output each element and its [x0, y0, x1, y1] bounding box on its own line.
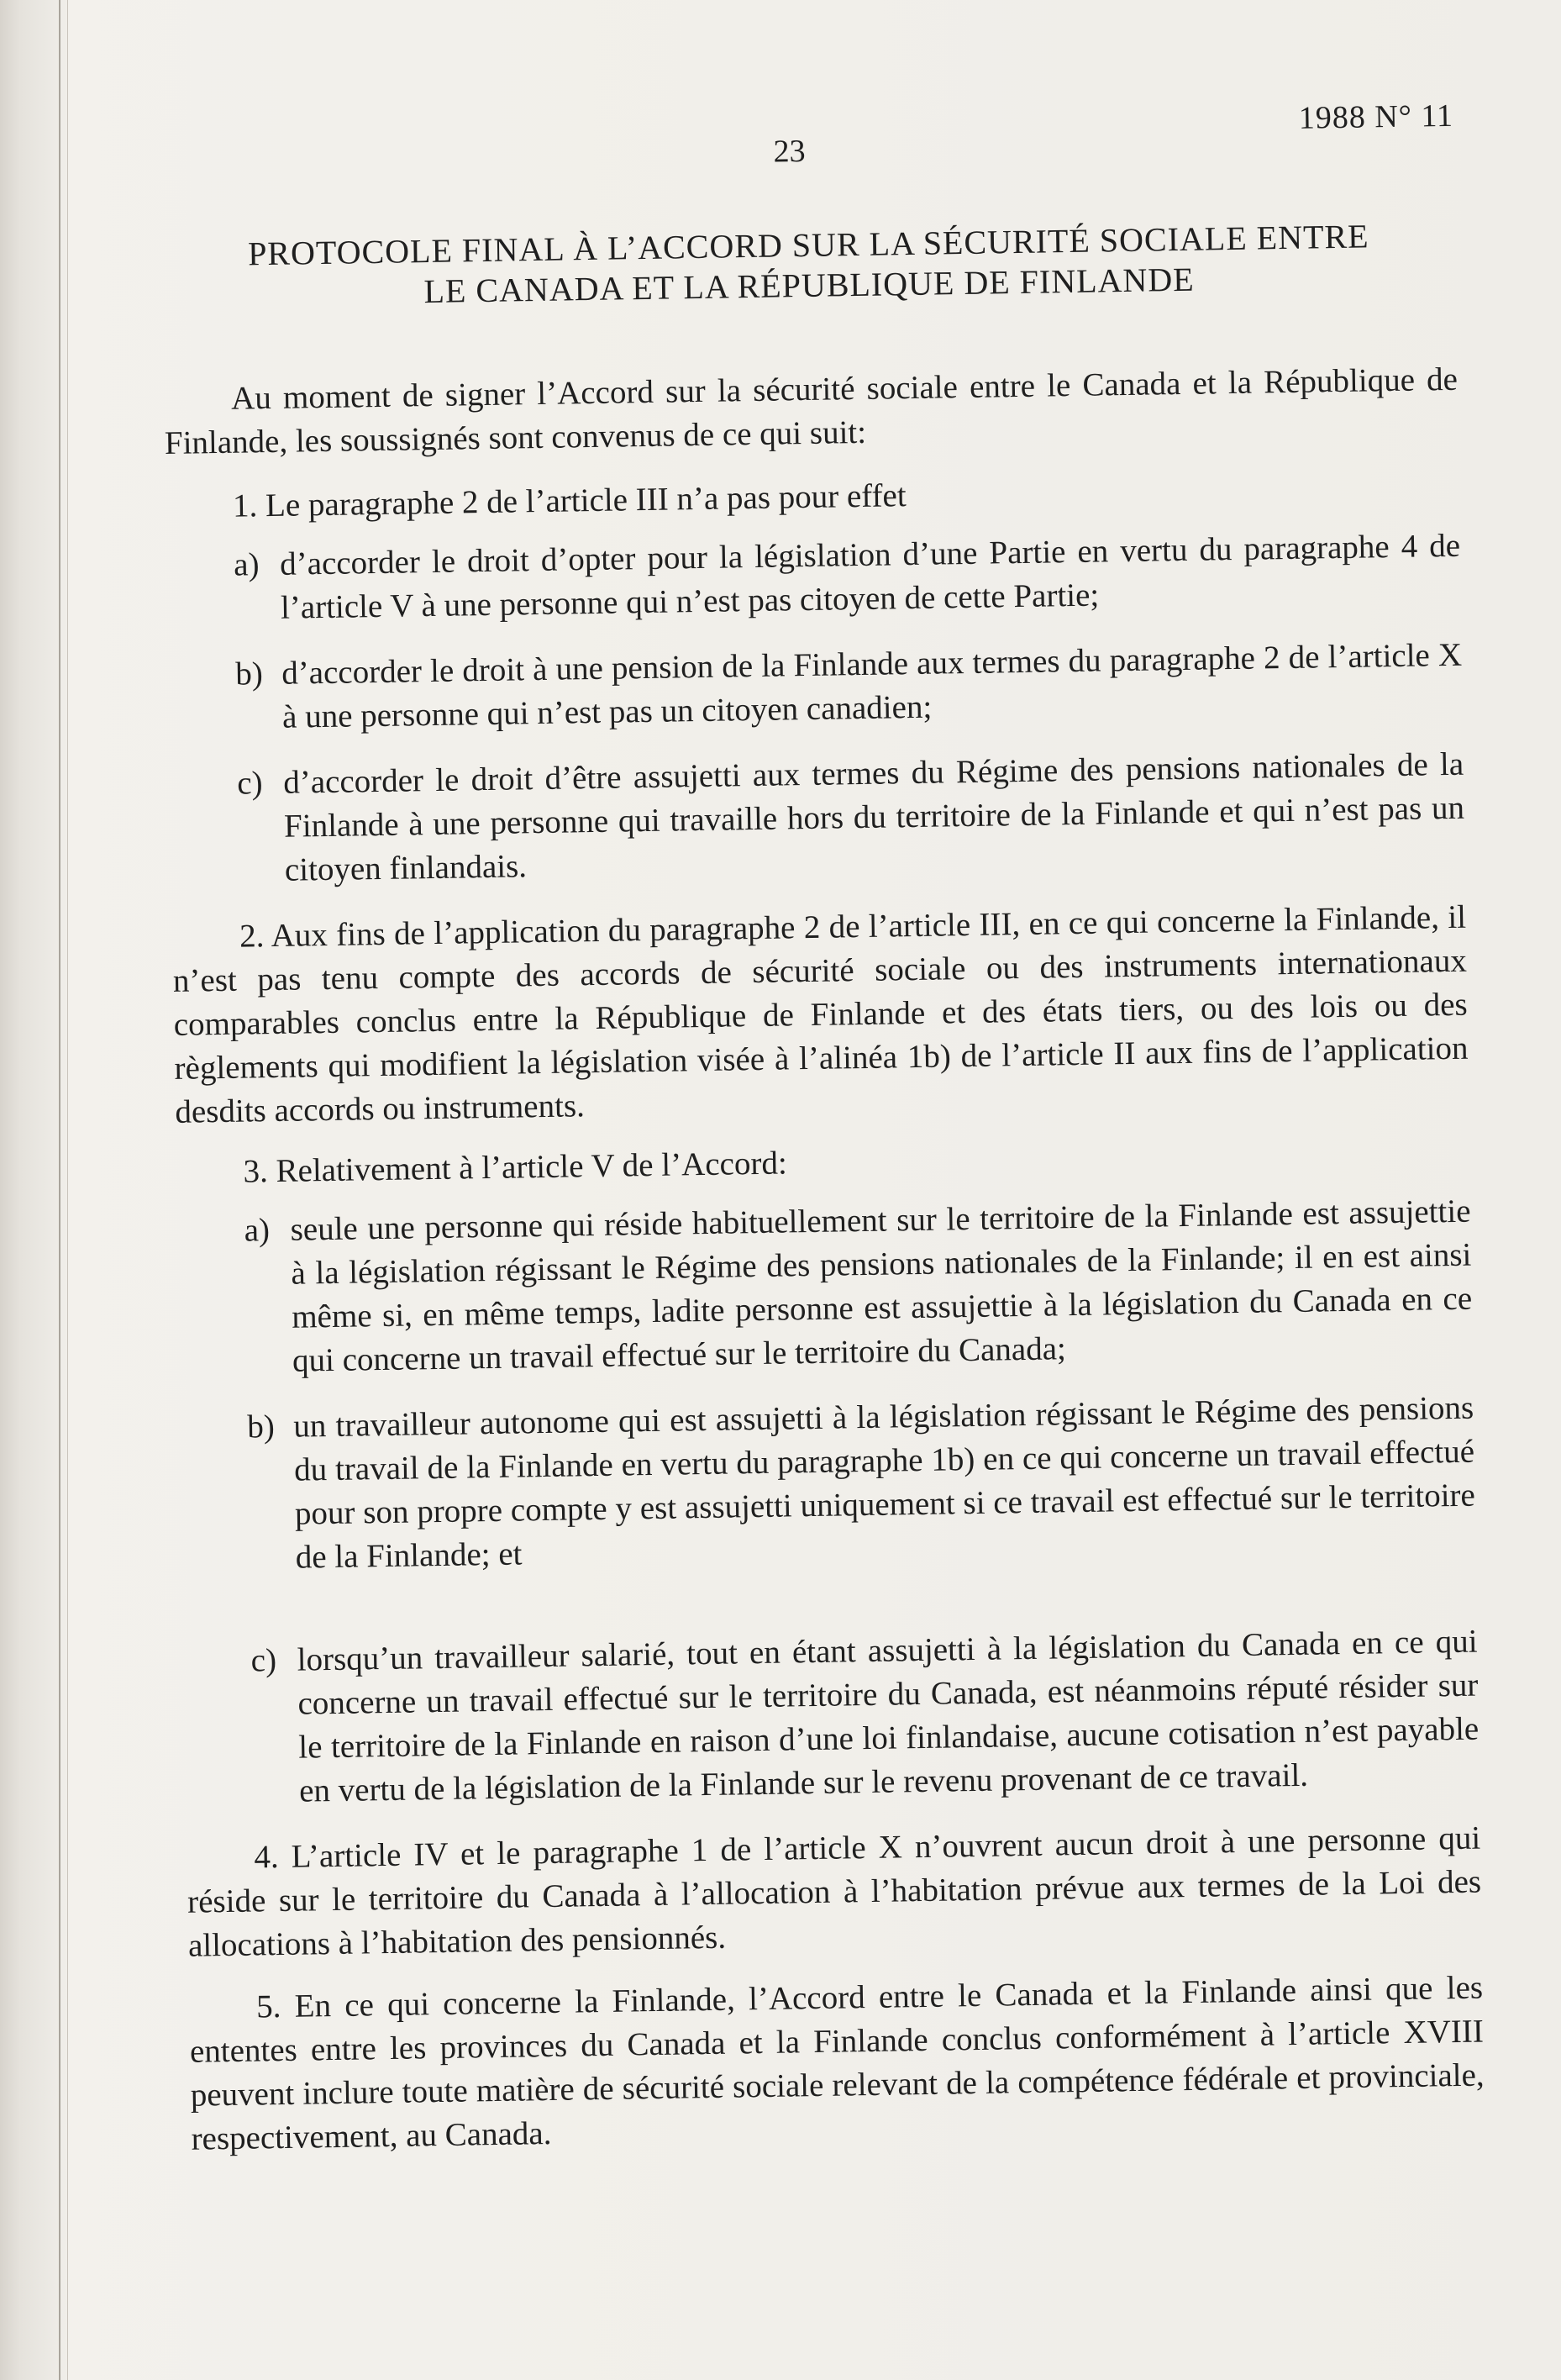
sub-label: a): [233, 546, 260, 583]
sub-text: un travailleur autonome qui est assujetti à la législation régissant le Régime des pensions du travail de la Finlande en vertu du paragraphe 1b) en ce qui concerne un travail effectué pour son propre compte y est assujetti uniquement si ce travail est effectué sur le territoire de la Finlande; et: [292, 1389, 1476, 1576]
sub-text: lorsqu’un travailleur salarié, tout en étant assujetti à la législation du Canada en ce qui concerne un travail effectué sur le territoire du Canada, est néanmoins réputé résider sur le territoire de la Finlande en raison d’une loi finlandaise, aucune cotisation n’est payable en vertu de la législation de la Finlande sur le revenu provenant de ce travail.: [297, 1623, 1480, 1809]
page-content: [160, 97, 1485, 2157]
document-title: [161, 215, 1456, 316]
sub-label: b): [246, 1409, 276, 1445]
item-1-sub-c: [237, 743, 1465, 893]
sub-text: d’accorder le droit d’être assujetti aux termes du Régime des pensions nationales de la Finlande à une personne qui travaille hors du territoire de la Finlande et qui n’est pas un citoyen finlandais.: [282, 745, 1465, 888]
item-1-sub-a: [234, 524, 1461, 631]
book-gutter: [0, 0, 67, 2380]
item-3-sub-b: [247, 1387, 1476, 1581]
item-4-paragraph: 4. L’article IV et le paragraphe 1 de l’article X n’ouvrent aucun droit à une personne qui réside sur le territoire du Canada à l’allocation à l’habitation prévue aux termes de la Loi des allocations à l’habitation des pensionnés.: [187, 1819, 1482, 1964]
gutter-edge-line-inner: [67, 0, 68, 2380]
item-1-sub-b: [235, 634, 1463, 740]
page-number: 23: [773, 133, 806, 170]
sub-label: c): [250, 1642, 277, 1679]
sub-text: d’accorder le droit d’opter pour la législation d’une Partie en vertu du paragraphe 4 de l’article V à une personne qui n’est pas citoyen de cette Partie;: [279, 527, 1461, 626]
sub-text: d’accorder le droit à une pension de la Finlande aux termes du paragraphe 2 de l’article X à une personne qui n’est pas un citoyen canadien;: [281, 636, 1463, 735]
item-3-sub-a: [244, 1190, 1473, 1384]
intro-paragraph: Au moment de signer l’Accord sur la sécurité sociale entre le Canada et la République de Finlande, les soussignés sont convenus de ce qui suit:: [164, 361, 1459, 461]
item-3-heading: 3. Relativement à l’article V de l’Accord:: [243, 1145, 788, 1190]
item-2-paragraph: 2. Aux fins de l’application du paragraphe 2 de l’article III, en ce qui concerne la Finlande, il n’est pas tenu compte des accords de sécurité sociale ou des instruments internationaux comparables conclus entre la République de Finlande et des états tiers, ou des lois ou des règlements qui modifient la législation visée à l’alinéa 1b) de l’article II aux fins de l’application desdits accords ou instruments.: [172, 898, 1469, 1130]
sub-label: b): [234, 656, 264, 692]
title-line-2: LE CANADA ET LA RÉPUBLIQUE DE FINLANDE: [423, 260, 1195, 311]
document-body: [164, 358, 1485, 2178]
sub-label: a): [244, 1212, 271, 1249]
page-header: [160, 97, 1454, 176]
gutter-edge-line: [59, 0, 60, 2380]
sub-label: c): [236, 765, 263, 802]
series-reference: 1988 N° 11: [1298, 97, 1454, 136]
sub-text: seule une personne qui réside habituellement sur le territoire de la Finlande est assujettie à la législation régissant le Régime des pensions nationales de la Finlande; il en est ainsi même si, en même temps, ladite personne est assujettie à la législation du Canada en ce qui concerne un travail effectué sur le territoire du Canada;: [290, 1193, 1473, 1379]
item-1-heading: 1. Le paragraphe 2 de l’article III n’a pas pour effet: [232, 477, 907, 524]
item-3-sub-c: [250, 1620, 1480, 1814]
item-5-paragraph: 5. En ce qui concerne la Finlande, l’Accord entre le Canada et la Finlande ainsi que les ententes entre les provinces du Canada et la Finlande conclus conformément à l’article XVIII peuvent inclure toute matière de sécurité sociale relevant de la compétence fédérale et provinciale, respectivement, au Canada.: [189, 1969, 1485, 2157]
title-line-1: PROTOCOLE FINAL À L’ACCORD SUR LA SÉCURITÉ SOCIALE ENTRE: [247, 217, 1369, 273]
